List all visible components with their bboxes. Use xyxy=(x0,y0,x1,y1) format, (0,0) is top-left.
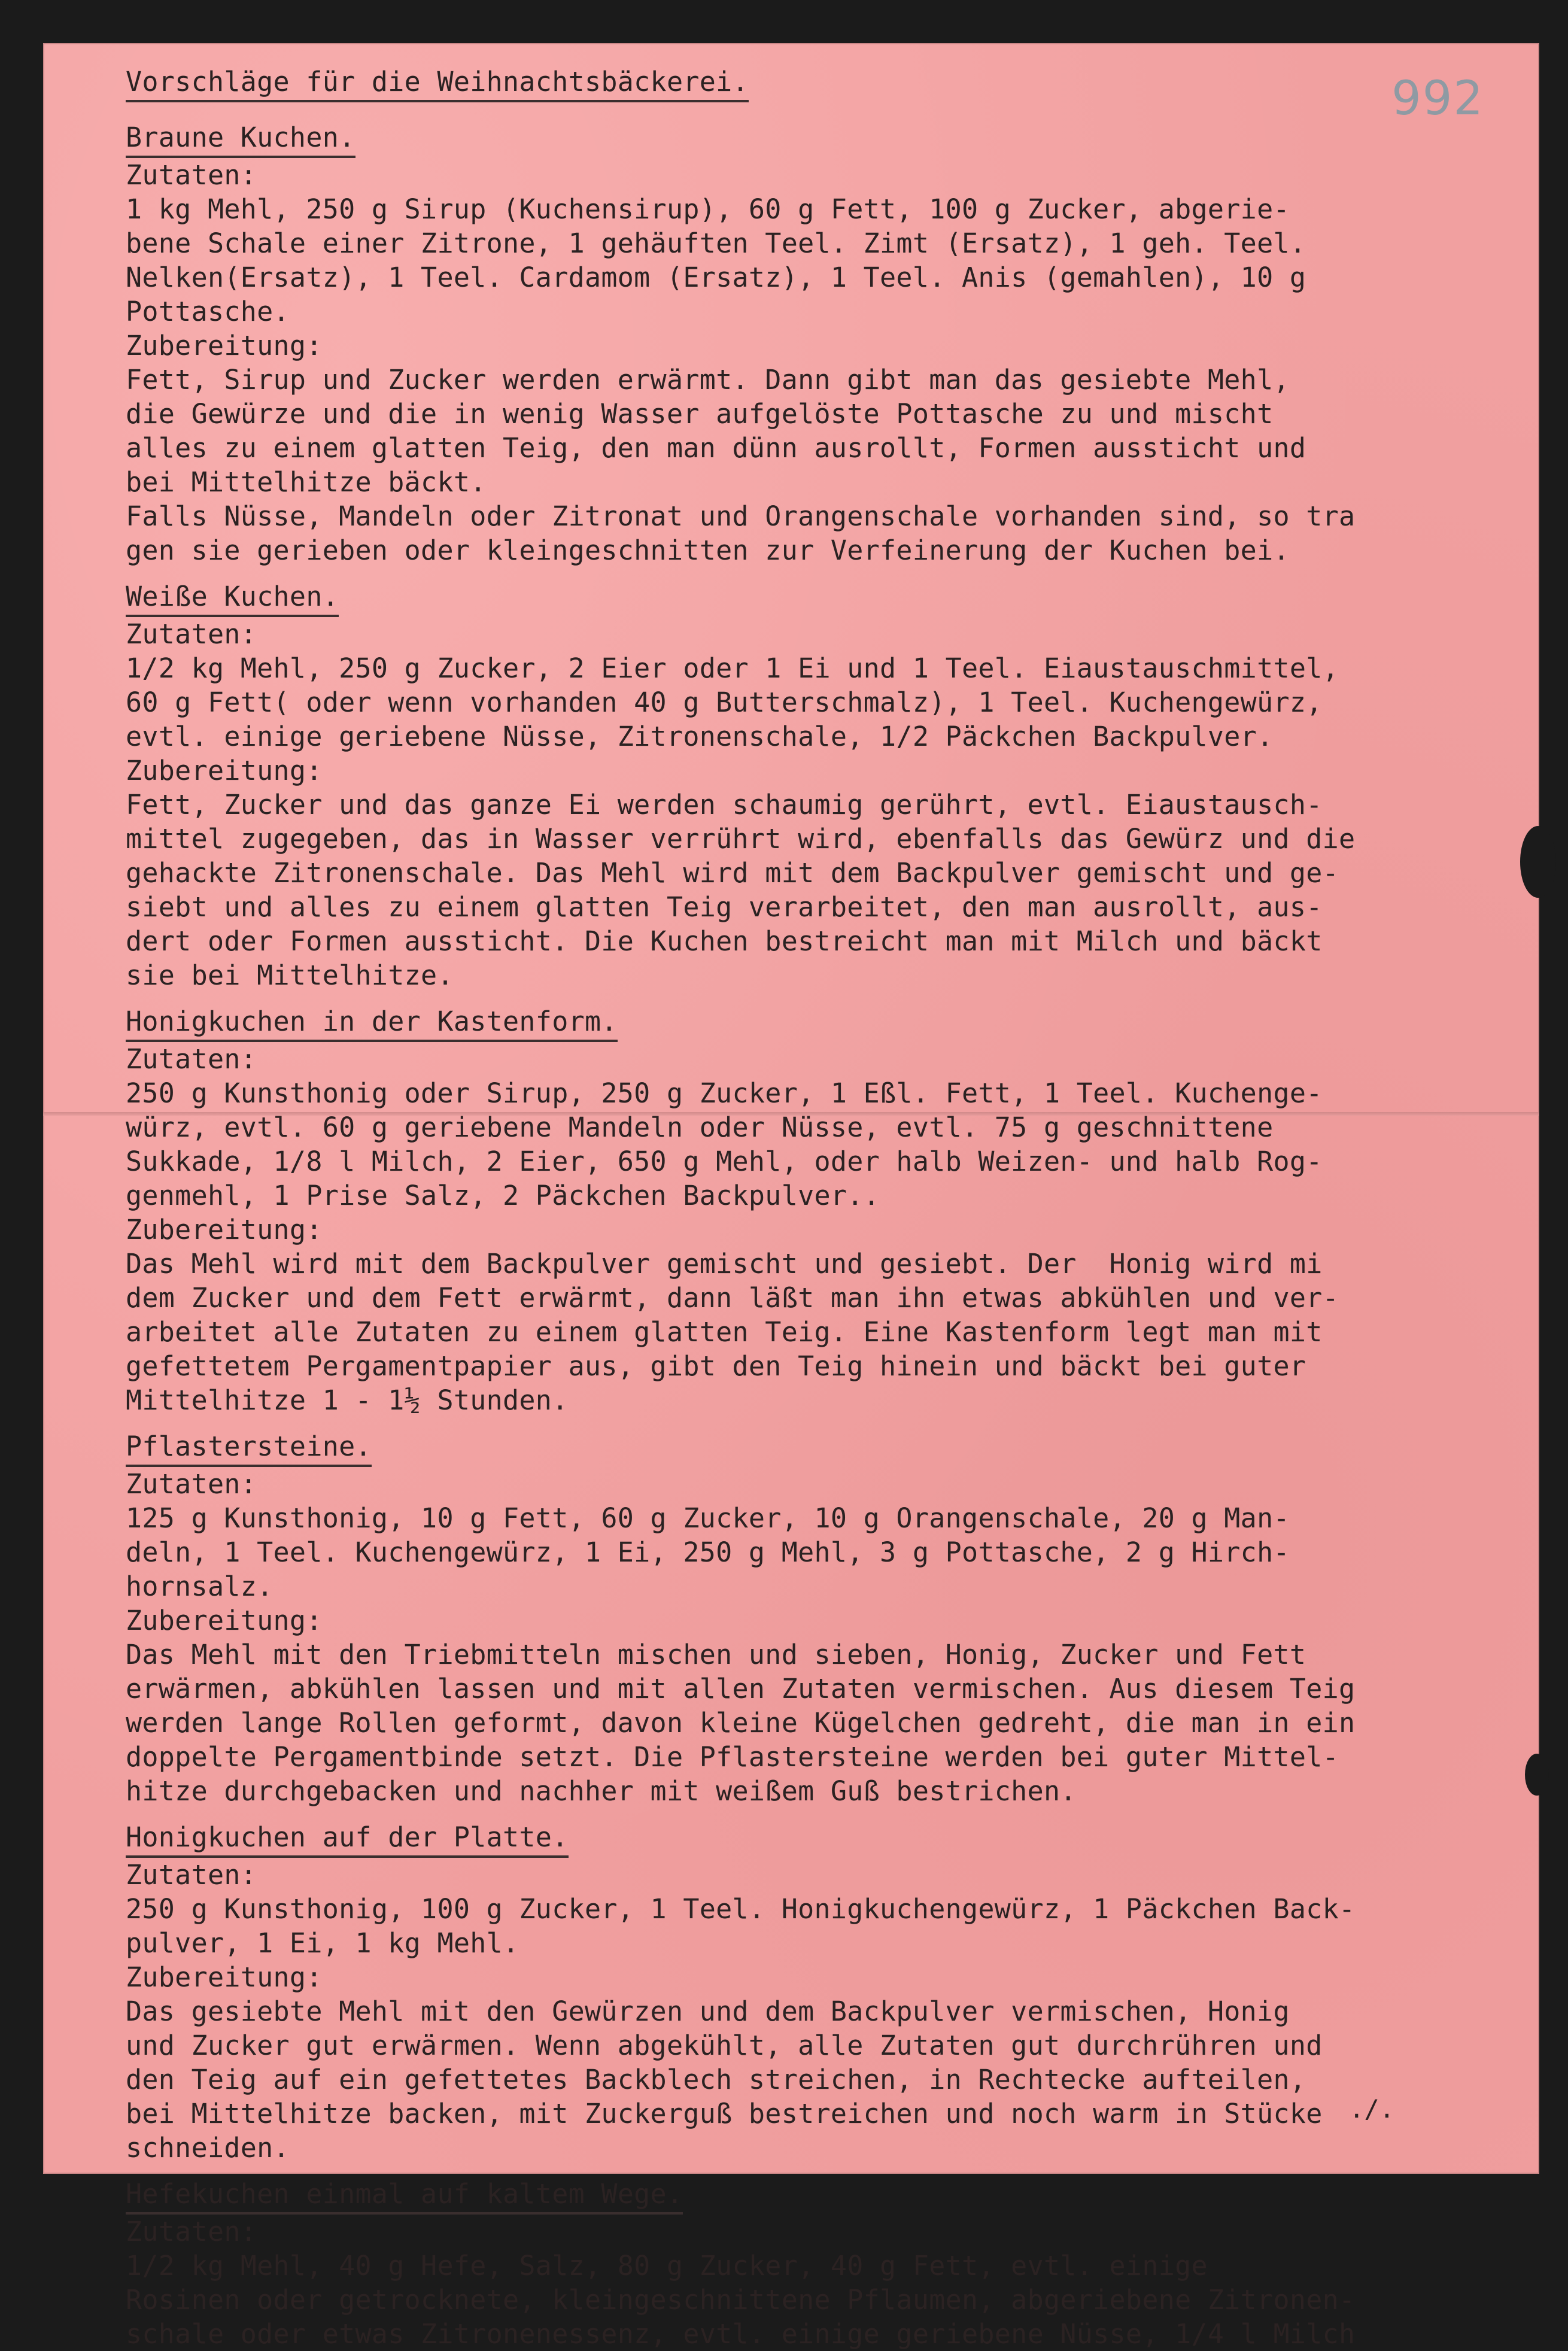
document-body xyxy=(126,65,1538,2351)
preparation-label: Zubereitung: xyxy=(126,330,323,362)
ingredients-line: hornsalz. xyxy=(126,1571,274,1602)
preparation-line: bei Mittelhitze bäckt. xyxy=(126,466,487,498)
preparation-line: erwärmen, abkühlen lassen und mit allen Zutaten vermischen. Aus diesem Teig xyxy=(126,1673,1356,1705)
preparation-label: Zubereitung: xyxy=(126,1214,323,1246)
preparation-line: alles zu einem glatten Teig, den man dünn ausrollt, Formen aussticht und xyxy=(126,432,1306,464)
ingredients-line: bene Schale einer Zitrone, 1 gehäuften Teel. Zimt (Ersatz), 1 geh. Teel. xyxy=(126,227,1306,259)
preparation-line: werden lange Rollen geformt, davon kleine Kügelchen gedreht, die man in ein xyxy=(126,1707,1356,1739)
document-title: Vorschläge für die Weihnachtsbäckerei. xyxy=(126,65,749,102)
recipe-section xyxy=(126,579,1538,992)
preparation-line: mittel zugegeben, das in Wasser verrührt wird, ebenfalls das Gewürz und die xyxy=(126,823,1356,855)
preparation-line: Das Mehl mit den Triebmitteln mischen und sieben, Honig, Zucker und Fett xyxy=(126,1639,1306,1670)
preparation-line: gen sie gerieben oder kleingeschnitten zur Verfeinerung der Kuchen bei. xyxy=(126,534,1290,566)
ingredients-line: 60 g Fett( oder wenn vorhanden 40 g Butterschmalz), 1 Teel. Kuchengewürz, xyxy=(126,687,1323,718)
ingredients-label: Zutaten: xyxy=(126,159,257,191)
ingredients-line: evtl. einige geriebene Nüsse, Zitronenschale, 1/2 Päckchen Backpulver. xyxy=(126,721,1274,752)
preparation-line: gehackte Zitronenschale. Das Mehl wird mit dem Backpulver gemischt und ge- xyxy=(126,857,1339,889)
preparation-line: arbeitet alle Zutaten zu einem glatten Teig. Eine Kastenform legt man mit xyxy=(126,1316,1323,1348)
recipe-section xyxy=(126,1820,1538,2165)
recipe-heading: Pflastersteine. xyxy=(126,1429,372,1467)
recipe-heading: Honigkuchen in der Kastenform. xyxy=(126,1004,618,1042)
ingredients-line: Sukkade, 1/8 l Milch, 2 Eier, 650 g Mehl, oder halb Weizen- und halb Rog- xyxy=(126,1146,1323,1177)
preparation-line: Fett, Sirup und Zucker werden erwärmt. Dann gibt man das gesiebte Mehl, xyxy=(126,364,1290,396)
ingredients-line: schale oder etwas Zitronenessenz, evtl. einige geriebene Nüsse, 1/4 l Milch xyxy=(126,2318,1356,2350)
preparation-label: Zubereitung: xyxy=(126,755,323,786)
ingredients-line: pulver, 1 Ei, 1 kg Mehl. xyxy=(126,1927,519,1959)
recipe-heading: Hefekuchen einmal auf kaltem Wege. xyxy=(126,2177,683,2215)
ingredients-label: Zutaten: xyxy=(126,2216,257,2247)
ingredients-line: würz, evtl. 60 g geriebene Mandeln oder Nüsse, evtl. 75 g geschnittene xyxy=(126,1111,1274,1143)
preparation-label: Zubereitung: xyxy=(126,1605,323,1636)
preparation-line: sie bei Mittelhitze. xyxy=(126,959,454,991)
preparation-line: die Gewürze und die in wenig Wasser aufgelöste Pottasche zu und mischt xyxy=(126,398,1274,430)
ingredients-line: 250 g Kunsthonig, 100 g Zucker, 1 Teel. Honigkuchengewürz, 1 Päckchen Back- xyxy=(126,1893,1356,1925)
preparation-line: schneiden. xyxy=(126,2132,290,2164)
preparation-line: bei Mittelhitze backen, mit Zuckerguß bestreichen und noch warm in Stücke xyxy=(126,2098,1323,2130)
preparation-line: Falls Nüsse, Mandeln oder Zitronat und Orangenschale vorhanden sind, so tra xyxy=(126,500,1356,532)
preparation-line: dert oder Formen aussticht. Die Kuchen bestreicht man mit Milch und bäckt xyxy=(126,925,1323,957)
preparation-line: dem Zucker und dem Fett erwärmt, dann läßt man ihn etwas abkühlen und ver- xyxy=(126,1282,1339,1314)
recipe-section xyxy=(126,1429,1538,1808)
preparation-label: Zubereitung: xyxy=(126,1961,323,1993)
preparation-line: siebt und alles zu einem glatten Teig verarbeitet, den man ausrollt, aus- xyxy=(126,891,1323,923)
recipe-heading: Braune Kuchen. xyxy=(126,120,355,158)
ingredients-line: Rosinen oder getrocknete, kleingeschnittene Pflaumen, abgeriebene Zitronen- xyxy=(126,2284,1356,2316)
preparation-line: gefettetem Pergamentpapier aus, gibt den Teig hinein und bäckt bei guter xyxy=(126,1350,1306,1382)
preparation-line: hitze durchgebacken und nachher mit weißem Guß bestrichen. xyxy=(126,1775,1077,1807)
ingredients-label: Zutaten: xyxy=(126,618,257,650)
ingredients-line: 125 g Kunsthonig, 10 g Fett, 60 g Zucker, 10 g Orangenschale, 20 g Man- xyxy=(126,1502,1290,1534)
preparation-line: und Zucker gut erwärmen. Wenn abgekühlt, alle Zutaten gut durchrühren und xyxy=(126,2030,1323,2061)
ingredients-line: 1 kg Mehl, 250 g Sirup (Kuchensirup), 60 g Fett, 100 g Zucker, abgerie- xyxy=(126,193,1290,225)
recipe-heading: Weiße Kuchen. xyxy=(126,579,339,617)
recipe-list xyxy=(126,120,1538,2351)
ingredients-line: genmehl, 1 Prise Salz, 2 Päckchen Backpulver.. xyxy=(126,1180,880,1211)
ingredients-line: 1/2 kg Mehl, 40 g Hefe, Salz, 80 g Zucker, 40 g Fett, evtl. einige xyxy=(126,2250,1208,2282)
recipe-section xyxy=(126,1004,1538,1417)
ingredients-label: Zutaten: xyxy=(126,1043,257,1075)
preparation-line: Mittelhitze 1 - 1½ Stunden. xyxy=(126,1384,569,1416)
preparation-line: Das Mehl wird mit dem Backpulver gemischt und gesiebt. Der Honig wird mi xyxy=(126,1248,1323,1280)
ingredients-label: Zutaten: xyxy=(126,1468,257,1500)
preparation-line: Das gesiebte Mehl mit den Gewürzen und dem Backpulver vermischen, Honig xyxy=(126,1995,1290,2027)
preparation-line: Fett, Zucker und das ganze Ei werden schaumig gerührt, evtl. Eiaustausch- xyxy=(126,789,1323,821)
ingredients-label: Zutaten: xyxy=(126,1859,257,1891)
ingredients-line: Nelken(Ersatz), 1 Teel. Cardamom (Ersatz), 1 Teel. Anis (gemahlen), 10 g xyxy=(126,262,1306,293)
ingredients-line: 1/2 kg Mehl, 250 g Zucker, 2 Eier oder 1 Ei und 1 Teel. Eiaustauschmittel, xyxy=(126,652,1339,684)
recipe-section xyxy=(126,2177,1538,2351)
recipe-section xyxy=(126,120,1538,567)
preparation-line: doppelte Pergamentbinde setzt. Die Pflastersteine werden bei guter Mittel- xyxy=(126,1741,1339,1773)
preparation-line: den Teig auf ein gefettetes Backblech streichen, in Rechtecke aufteilen, xyxy=(126,2064,1306,2095)
ingredients-line: deln, 1 Teel. Kuchengewürz, 1 Ei, 250 g Mehl, 3 g Pottasche, 2 g Hirch- xyxy=(126,1536,1290,1568)
ingredients-line: Pottasche. xyxy=(126,296,290,327)
ingredients-line: 250 g Kunsthonig oder Sirup, 250 g Zucker, 1 Eßl. Fett, 1 Teel. Kuchenge- xyxy=(126,1077,1323,1109)
recipe-heading: Honigkuchen auf der Platte. xyxy=(126,1820,569,1858)
page-number: 992 xyxy=(1391,72,1484,126)
continuation-mark: ./. xyxy=(1349,2094,1394,2124)
